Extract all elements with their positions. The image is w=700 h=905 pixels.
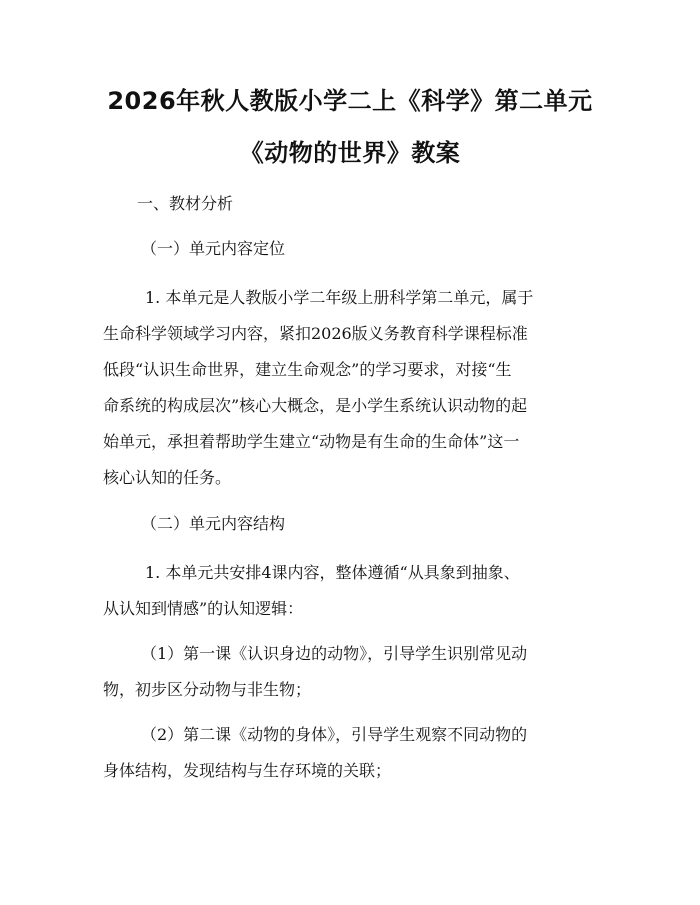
list-item-line: （1）第一课《认识身边的动物》，引导学生识别常见动 bbox=[141, 644, 528, 663]
section-heading-textbook-analysis: 一、教材分析 bbox=[137, 194, 234, 213]
paragraph-line: 生命科学领域学习内容，紧扣2026版义务教育科学课程标准 bbox=[103, 324, 528, 343]
paragraph-line: 低段“认识生命世界，建立生命观念”的学习要求，对接“生 bbox=[103, 360, 512, 379]
paragraph-line: 核心认知的任务。 bbox=[103, 468, 232, 487]
list-item-line: 身体结构，发现结构与生存环境的关联； bbox=[103, 761, 392, 780]
paragraph-line: 从认知到情感”的认知逻辑： bbox=[103, 599, 304, 618]
document-title-line-1: 2026年秋人教版小学二上《科学》第二单元 bbox=[107, 87, 593, 115]
paragraph-line: 始单元，承担着帮助学生建立“动物是有生命的生命体”这一 bbox=[103, 432, 520, 451]
document-title-line-2: 《动物的世界》教案 bbox=[239, 139, 461, 167]
paragraph-line: 1. 本单元共安排4课内容，整体遵循“从具象到抽象、 bbox=[145, 563, 520, 582]
paragraph-line: 1. 本单元是人教版小学二年级上册科学第二单元，属于 bbox=[145, 288, 534, 307]
subheading-unit-structure: （二）单元内容结构 bbox=[141, 514, 286, 533]
list-item-line: 物，初步区分动物与非生物； bbox=[103, 680, 312, 699]
list-item-line: （2）第二课《动物的身体》，引导学生观察不同动物的 bbox=[141, 725, 528, 744]
subheading-unit-positioning: （一）单元内容定位 bbox=[141, 239, 286, 258]
paragraph-line: 命系统的构成层次”核心大概念，是小学生系统认识动物的起 bbox=[103, 396, 528, 415]
